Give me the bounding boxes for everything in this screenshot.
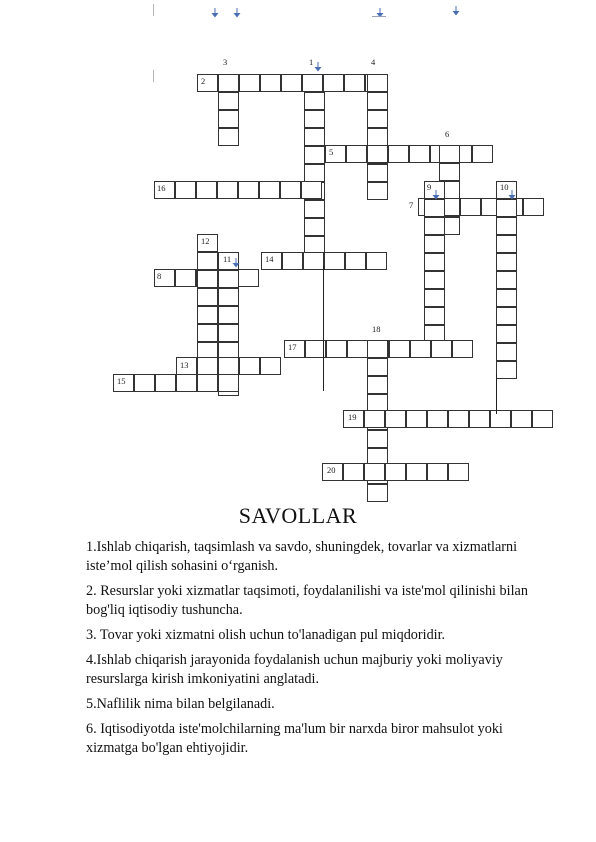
crossword-cell[interactable] (448, 410, 469, 428)
clue-number-2: 2 (201, 76, 206, 86)
crossword-cell[interactable] (197, 324, 218, 342)
crossword-cell[interactable] (490, 410, 511, 428)
crossword-cell[interactable] (367, 110, 388, 128)
crossword-cell[interactable] (280, 181, 301, 199)
crossword-cell[interactable] (238, 181, 259, 199)
clue-number-20: 20 (327, 465, 336, 475)
crossword-cell[interactable] (345, 252, 366, 270)
crossword-cell[interactable] (217, 181, 238, 199)
crossword-cell[interactable] (323, 74, 344, 92)
crossword-cell[interactable] (496, 343, 517, 361)
crossword-cell[interactable] (343, 463, 364, 481)
crossword-cell[interactable] (496, 235, 517, 253)
crossword-cell[interactable] (218, 306, 239, 324)
crossword-cell[interactable] (367, 358, 388, 376)
crossword-cell[interactable] (511, 410, 532, 428)
clue-number-8: 8 (157, 271, 162, 281)
clue-number-13: 13 (180, 360, 189, 370)
crossword-cell[interactable] (301, 181, 322, 199)
crossword-cell[interactable] (218, 110, 239, 128)
crossword-cell[interactable] (364, 463, 385, 481)
crossword-cell[interactable] (304, 200, 325, 218)
clue-number-4: 4 (371, 57, 376, 67)
crossword-cell[interactable] (410, 340, 431, 358)
crossword-cell[interactable] (239, 357, 260, 375)
crossword-cell[interactable] (304, 146, 325, 164)
crossword-cell[interactable] (366, 252, 387, 270)
crossword-cell[interactable] (367, 376, 388, 394)
crossword-cell[interactable] (260, 74, 281, 92)
crossword-cell[interactable] (281, 74, 302, 92)
crossword-cell[interactable] (259, 181, 280, 199)
crossword-cell[interactable] (218, 324, 239, 342)
crossword-cell[interactable] (155, 374, 176, 392)
crossword-cell[interactable] (367, 340, 388, 358)
question-item: 4.Ishlab chiqarish jarayonida foydalanish uchun majburiy yoki moliyaviy resurslarga kirish imkoniyatini anglatadi. (86, 652, 503, 687)
crossword-cell[interactable] (496, 199, 517, 217)
crossword-cell[interactable] (176, 374, 197, 392)
crossword-cell[interactable] (134, 374, 155, 392)
crossword-cell[interactable] (218, 74, 239, 92)
crossword-cell[interactable] (282, 252, 303, 270)
crossword-cell[interactable] (496, 289, 517, 307)
crossword-cell[interactable] (496, 361, 517, 379)
crossword-cell[interactable] (304, 164, 325, 182)
crossword-cell[interactable] (367, 145, 388, 163)
crossword-cell[interactable] (344, 74, 365, 92)
down-arrow-icon (211, 8, 221, 18)
crossword-cell[interactable] (218, 128, 239, 146)
crossword-cell[interactable] (324, 252, 345, 270)
clue-number-7: 7 (409, 200, 414, 210)
crossword-cell[interactable] (304, 92, 325, 110)
crossword-cell[interactable] (496, 307, 517, 325)
crossword-cell[interactable] (197, 306, 218, 324)
crossword-cell[interactable] (409, 145, 430, 163)
underline-mark (372, 16, 386, 17)
crossword-cell[interactable] (367, 74, 388, 92)
crossword-cell[interactable] (347, 340, 368, 358)
down-arrow-icon (314, 62, 324, 72)
clue-number-15: 15 (117, 376, 126, 386)
crossword-cell[interactable] (218, 357, 239, 375)
clue-number-9: 9 (427, 182, 432, 192)
questions-list (86, 538, 556, 764)
question-item: 1.Ishlab chiqarish, taqsimlash va savdo, shuningdek, tovarlar va xizmatlarni iste’mol qilish sohasini o‘rganish. (86, 539, 518, 574)
crossword-cell[interactable] (424, 253, 445, 271)
crossword-cell[interactable] (439, 163, 460, 181)
crossword-cell[interactable] (197, 270, 218, 288)
crossword-cell[interactable] (364, 410, 385, 428)
crossword-cell[interactable] (452, 340, 473, 358)
grid-connector-line (323, 266, 324, 391)
crossword-cell[interactable] (523, 198, 544, 216)
down-arrow-icon (508, 190, 518, 200)
crossword-cell[interactable] (326, 340, 347, 358)
clue-number-18: 18 (372, 324, 381, 334)
crossword-cell[interactable] (218, 92, 239, 110)
crossword-cell[interactable] (424, 217, 445, 235)
crossword-cell[interactable] (218, 374, 239, 392)
clue-number-12: 12 (201, 236, 210, 246)
crossword-cell[interactable] (218, 288, 239, 306)
crossword-cell[interactable] (385, 410, 406, 428)
clue-number-6: 6 (445, 129, 450, 139)
crossword-cell[interactable] (496, 325, 517, 343)
crossword-cell[interactable] (431, 340, 452, 358)
crossword-cell[interactable] (496, 271, 517, 289)
crossword-cell[interactable] (346, 145, 367, 163)
crossword-cell[interactable] (367, 182, 388, 200)
clue-number-5: 5 (329, 147, 334, 157)
question-item: 5.Naflilik nima bilan belgilanadi. (86, 696, 275, 712)
crossword-cell[interactable] (197, 252, 218, 270)
clue-number-16: 16 (157, 183, 166, 193)
crossword-cell[interactable] (496, 253, 517, 271)
crossword-cell[interactable] (389, 340, 410, 358)
crossword-cell[interactable] (196, 181, 217, 199)
crossword-cell[interactable] (238, 269, 259, 287)
clue-number-10: 10 (500, 182, 509, 192)
crossword-cell[interactable] (367, 430, 388, 448)
crossword-cell[interactable] (304, 128, 325, 146)
question-item: 2. Resurslar yoki xizmatlar taqsimoti, foydalanilishi va iste'mol qilinishi bilan bog'liq iqtisodiy tushuncha. (86, 583, 528, 618)
clue-number-14: 14 (265, 254, 274, 264)
crossword-cell[interactable] (260, 357, 281, 375)
down-arrow-icon (232, 258, 242, 268)
crossword-cell[interactable] (367, 484, 388, 502)
crossword-cell[interactable] (302, 74, 323, 92)
crossword-cell[interactable] (472, 145, 493, 163)
clue-number-1: 1 (309, 57, 314, 67)
crossword-cell[interactable] (424, 199, 445, 217)
crossword-cell[interactable] (303, 252, 324, 270)
down-arrow-icon (452, 6, 462, 16)
clue-number-3: 3 (223, 57, 228, 67)
crossword-cell[interactable] (460, 198, 481, 216)
crossword-cell[interactable] (197, 288, 218, 306)
crossword-cell[interactable] (424, 235, 445, 253)
crossword-cell[interactable] (367, 92, 388, 110)
clue-number-11: 11 (223, 254, 232, 264)
crossword-cell[interactable] (427, 410, 448, 428)
down-arrow-icon (233, 8, 243, 18)
question-item: 3. Tovar yoki xizmatni olish uchun to'lanadigan pul miqdoridir. (86, 627, 446, 643)
crossword-cell[interactable] (367, 128, 388, 146)
clue-number-17: 17 (288, 342, 297, 352)
clue-number-19: 19 (348, 412, 357, 422)
crossword-cell[interactable] (532, 410, 553, 428)
crossword-cell[interactable] (424, 271, 445, 289)
crossword-cell[interactable] (424, 289, 445, 307)
crossword-cell[interactable] (424, 307, 445, 325)
crossword-cell[interactable] (385, 463, 406, 481)
crossword-cell[interactable] (197, 374, 218, 392)
cursor-mark (153, 70, 154, 82)
crossword-cell[interactable] (175, 269, 196, 287)
down-arrow-icon (432, 190, 442, 200)
crossword-cell[interactable] (218, 270, 239, 288)
crossword-cell[interactable] (304, 110, 325, 128)
crossword-cell[interactable] (469, 410, 490, 428)
grid-connector-line (496, 374, 497, 414)
crossword-cell[interactable] (427, 463, 448, 481)
crossword-cell[interactable] (175, 181, 196, 199)
crossword-cell[interactable] (406, 463, 427, 481)
crossword-cell[interactable] (388, 145, 409, 163)
cursor-mark (153, 4, 154, 16)
crossword-cell[interactable] (439, 145, 460, 163)
section-title: SAVOLLAR (238, 503, 358, 528)
crossword-cell[interactable] (367, 164, 388, 182)
crossword-cell[interactable] (406, 410, 427, 428)
crossword-cell[interactable] (304, 218, 325, 236)
crossword-cell[interactable] (239, 74, 260, 92)
crossword-cell[interactable] (496, 217, 517, 235)
crossword-cell[interactable] (197, 357, 218, 375)
question-item: 6. Iqtisodiyotda iste'molchilarning ma'lum bir narxda biror mahsulot yoki xizmatga bo'lgan ehtiyojidir. (86, 721, 503, 756)
crossword-cell[interactable] (448, 463, 469, 481)
